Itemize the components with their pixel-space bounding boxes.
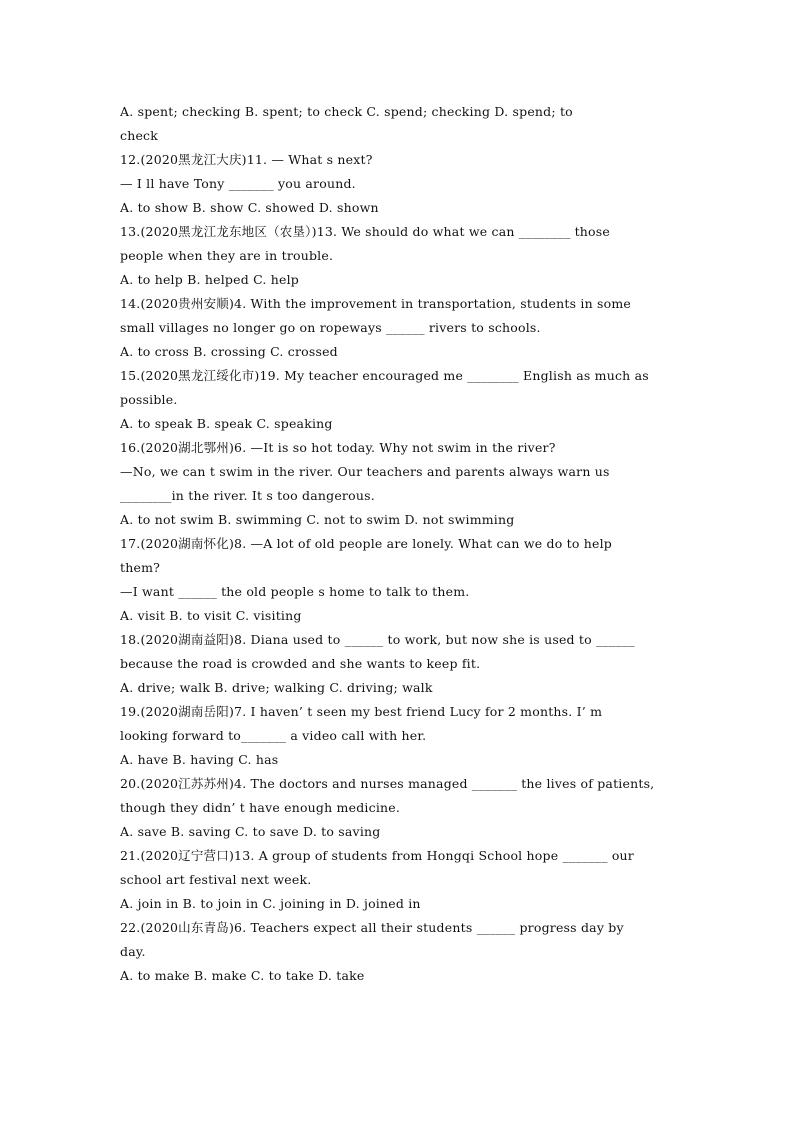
question-17-options: A. visit B. to visit C. visiting	[120, 608, 302, 623]
question-14-stem: 14.(2020贵州安顺)4. With the improvement in transportation, students in some	[120, 296, 631, 311]
question-22-options: A. to make B. make C. to take D. take	[120, 968, 365, 983]
text-line: ________in the river. It s too dangerous.	[120, 488, 375, 503]
question-16-stem: 16.(2020湖北鄂州)6. —It is so hot today. Why not swim in the river?	[120, 440, 556, 455]
text-line: —No, we can t swim in the river. Our teachers and parents always warn us	[120, 464, 610, 479]
text-line: looking forward to_______ a video call with her.	[120, 728, 427, 743]
text-line: school art festival next week.	[120, 872, 312, 887]
question-17-stem: 17.(2020湖南怀化)8. —A lot of old people are lonely. What can we do to help	[120, 536, 612, 551]
text-line: people when they are in trouble.	[120, 248, 334, 263]
question-18-options: A. drive; walk B. drive; walking C. driving; walk	[120, 680, 433, 695]
text-line: A. spent; checking B. spent; to check C. spend; checking D. spend; to	[120, 104, 573, 119]
question-16-options: A. to not swim B. swimming C. not to swim D. not swimming	[120, 512, 515, 527]
text-line: though they didn’ t have enough medicine.	[120, 800, 401, 815]
question-20-stem: 20.(2020江苏苏州)4. The doctors and nurses managed _______ the lives of patients,	[120, 776, 655, 791]
question-19-stem: 19.(2020湖南岳阳)7. I haven’ t seen my best friend Lucy for 2 months. I’ m	[120, 704, 603, 719]
question-21-stem: 21.(2020辽宁营口)13. A group of students from Hongqi School hope _______ our	[120, 848, 634, 863]
question-20-options: A. save B. saving C. to save D. to saving	[120, 824, 381, 839]
document-body	[120, 100, 680, 988]
question-13-stem: 13.(2020黑龙江龙东地区（农垦）)13. We should do what we can ________ those	[120, 224, 610, 239]
question-18-stem: 18.(2020湖南益阳)8. Diana used to ______ to work, but now she is used to ______	[120, 632, 635, 647]
question-12-stem: 12.(2020黑龙江大庆)11. — What s next?	[120, 152, 373, 167]
question-14-options: A. to cross B. crossing C. crossed	[120, 344, 338, 359]
question-19-options: A. have B. having C. has	[120, 752, 279, 767]
text-line: day.	[120, 944, 146, 959]
text-line: —I want ______ the old people s home to talk to them.	[120, 584, 470, 599]
question-21-options: A. join in B. to join in C. joining in D. joined in	[120, 896, 421, 911]
text-line: — I ll have Tony _______ you around.	[120, 176, 356, 191]
text-line: check	[120, 128, 159, 143]
question-15-options: A. to speak B. speak C. speaking	[120, 416, 333, 431]
question-13-options: A. to help B. helped C. help	[120, 272, 299, 287]
text-line: because the road is crowded and she wants to keep fit.	[120, 656, 481, 671]
text-line: small villages no longer go on ropeways ______ rivers to schools.	[120, 320, 541, 335]
question-22-stem: 22.(2020山东青岛)6. Teachers expect all their students ______ progress day by	[120, 920, 624, 935]
text-line: them?	[120, 560, 161, 575]
question-12-options: A. to show B. show C. showed D. shown	[120, 200, 379, 215]
text-line: possible.	[120, 392, 178, 407]
question-15-stem: 15.(2020黑龙江绥化市)19. My teacher encouraged me ________ English as much as	[120, 368, 649, 383]
